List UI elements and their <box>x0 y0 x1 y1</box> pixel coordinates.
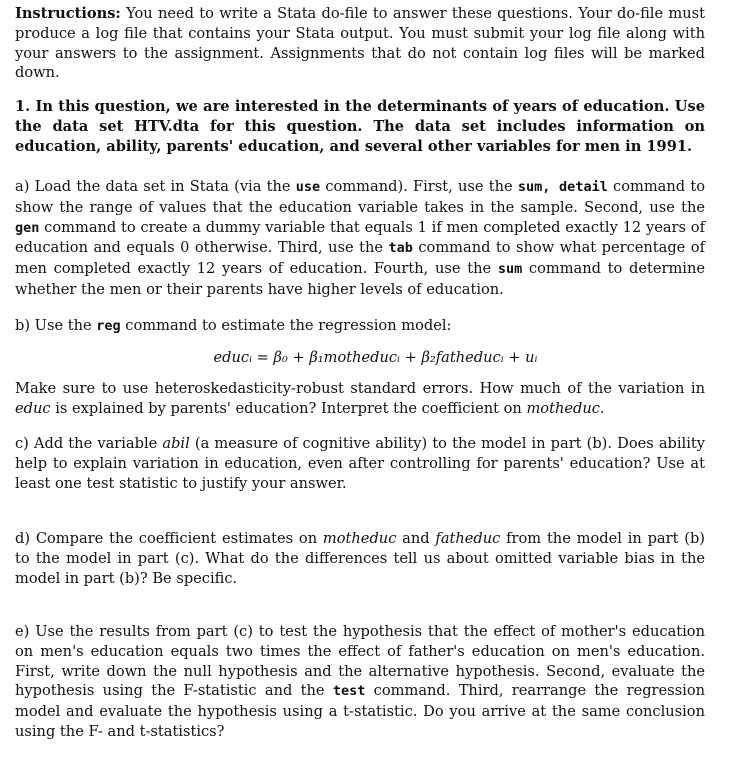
part-d-text-2: and <box>396 530 436 547</box>
part-b-text-4: is explained by parents' education? Interpret the coefficient on <box>50 399 527 417</box>
stata-command-gen: gen <box>15 219 40 236</box>
equation-text: educᵢ = β₀ + β₁motheducᵢ + β₂fatheducᵢ + uᵢ <box>213 349 538 366</box>
instructions-label: Instructions: <box>15 5 121 22</box>
variable-motheduc: motheduc <box>526 399 600 417</box>
stata-command-test: test <box>332 683 366 700</box>
stata-command-sum: sum <box>497 261 523 278</box>
part-c-text-2: (a measure of cognitive ability) to the model in part (b). Does ability help to explain variation in education, even after controlling for parents' education? Use at least one test statistic to justify your answer. <box>15 435 705 492</box>
instructions-paragraph <box>15 4 705 83</box>
part-a-text-5: command to show what percentage of men completed exactly 12 years of education. Fourth, use the <box>15 239 705 278</box>
part-a-text-4: command to create a dummy variable that equals 1 if men completed exactly 12 years of education and equals 0 otherwise. Third, use the <box>15 218 705 257</box>
part-b-intro <box>15 316 705 337</box>
variable-abil: abil <box>162 435 190 452</box>
part-a-text-6: command to determine whether the men or their parents have higher levels of education. <box>15 260 705 298</box>
part-e-text-2: command. Third, rearrange the regression model and evaluate the hypothesis using a t-statistic. Do you arrive at the same conclusion using the F- and t-statistics? <box>15 682 706 740</box>
part-c-text-1: c) Add the variable <box>15 435 163 452</box>
variable-educ: educ <box>15 399 51 417</box>
regression-equation <box>0 349 751 366</box>
stata-command-reg: reg <box>96 318 121 334</box>
part-e-paragraph <box>15 622 705 742</box>
variable-fatheduc-d: fatheduc <box>435 530 501 547</box>
question-1-heading: 1. In this question, we are interested in the determinants of years of education. Use the data set HTV.dta for this question. The data set includes information on education, ability, parents' education, and several other variables for men in 1991. <box>15 98 705 155</box>
part-b-text-1: b) Use the <box>15 317 97 334</box>
part-b-text-2: command to estimate the regression model: <box>120 317 452 334</box>
part-a-text-1: a) Load the data set in Stata (via the <box>15 178 296 195</box>
instructions-text: You need to write a Stata do-file to answer these questions. Your do-file must produce a log file that contains your Stata output. You must submit your log file along with your answers to the assignment. Assignments that do not contain log files will be marked down. <box>15 5 705 82</box>
part-d-text-3: from the model in part (b) to the model in part (c). What do the differences tell us about omitted variable bias in the model in part (b)? Be specific. <box>15 530 705 587</box>
part-d-text-1: d) Compare the coefficient estimates on <box>15 530 323 547</box>
stata-command-use: use <box>295 179 321 195</box>
part-a-text-3: command to show the range of values that the education variable takes in the sample. Second, use the <box>15 178 705 216</box>
part-d-paragraph <box>15 529 705 588</box>
part-a-paragraph <box>15 177 705 300</box>
part-c-paragraph <box>15 434 705 493</box>
part-b-paragraph <box>15 379 705 419</box>
part-b-text-3: Make sure to use heteroskedasticity-robust standard errors. How much of the variation in <box>15 380 705 397</box>
part-b-text-5: . <box>599 399 605 417</box>
stata-command-tab: tab <box>388 240 413 257</box>
part-a-text-2: command). First, use the <box>320 178 518 195</box>
variable-motheduc-d: motheduc <box>322 530 397 547</box>
part-e-text-1: e) Use the results from part (c) to test the hypothesis that the effect of mother's education on men's education equals two times the effect of father's education on men's education. First, write down the null hypothesis and the alternative hypothesis. Second, evaluate the hypothesis using the F-statistic and the <box>15 623 705 700</box>
stata-command-sum-detail: sum, detail <box>517 179 608 195</box>
